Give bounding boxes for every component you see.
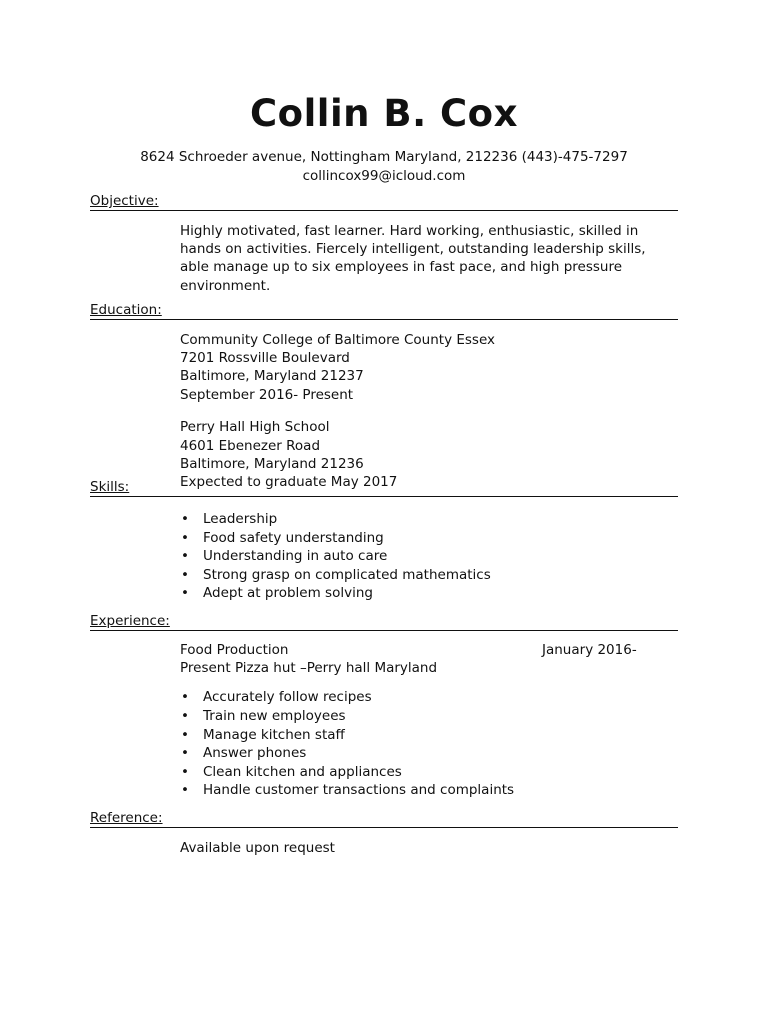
- high-school-dates: Expected to graduate May 2017: [180, 473, 398, 490]
- objective-line: hands on activities. Fiercely intelligent, outstanding leadership skills,: [180, 241, 646, 258]
- skill-item: • Leadership: [180, 510, 670, 529]
- high-school-city: Baltimore, Maryland 21236: [180, 455, 364, 472]
- address-phone: 8624 Schroeder avenue, Nottingham Maryland, 212236 (443)-475-7297: [140, 149, 628, 165]
- job-start-date: January 2016-: [542, 642, 637, 658]
- education-heading: Education:: [90, 302, 678, 320]
- college-name: Community College of Baltimore County Essex: [180, 332, 496, 348]
- objective-line: Highly motivated, fast learner. Hard working, enthusiastic, skilled in: [180, 223, 639, 239]
- objective-text: [180, 222, 670, 295]
- reference-heading: Reference:: [90, 810, 678, 828]
- duty-item: • Handle customer transactions and complaints: [180, 781, 670, 800]
- education-list: [180, 331, 670, 491]
- job-employer-line: Present Pizza hut –Perry hall Maryland: [180, 660, 438, 677]
- duty-item: • Clean kitchen and appliances: [180, 763, 670, 782]
- experience-entry: [180, 641, 670, 800]
- duty-item: • Answer phones: [180, 744, 670, 763]
- skill-item: • Understanding in auto care: [180, 547, 670, 566]
- email: collincox99@icloud.com: [302, 168, 466, 184]
- skill-item: • Adept at problem solving: [180, 584, 670, 603]
- duty-item: • Manage kitchen staff: [180, 726, 670, 745]
- objective-line: able manage up to six employees in fast pace, and high pressure: [180, 259, 623, 276]
- reference-line: Available upon request: [180, 840, 335, 856]
- objective-line: environment.: [180, 277, 271, 294]
- high-school-name: Perry Hall High School: [180, 419, 330, 436]
- skills-heading: Skills:: [90, 479, 678, 497]
- high-school-street: 4601 Ebenezer Road: [180, 437, 321, 454]
- reference-text: [180, 839, 670, 857]
- duty-item: • Accurately follow recipes: [180, 688, 670, 707]
- duty-item: • Train new employees: [180, 707, 670, 726]
- skill-item: • Strong grasp on complicated mathematics: [180, 566, 670, 585]
- skill-item: • Food safety understanding: [180, 529, 670, 548]
- skills-list: [180, 510, 670, 603]
- college-city: Baltimore, Maryland 21237: [180, 368, 364, 385]
- experience-heading: Experience:: [90, 613, 678, 631]
- contact-info: [0, 148, 768, 186]
- job-title: Food Production: [180, 642, 289, 658]
- college-street: 7201 Rossville Boulevard: [180, 350, 350, 367]
- objective-heading: Objective:: [90, 193, 678, 211]
- college-dates: September 2016- Present: [180, 386, 354, 403]
- candidate-name: Collin B. Cox: [250, 92, 518, 135]
